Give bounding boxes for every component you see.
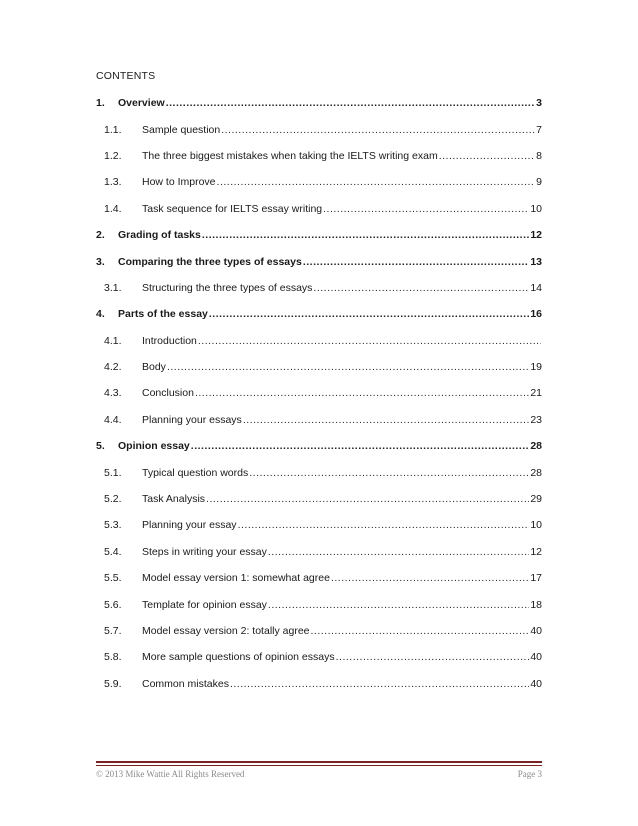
toc-subsection-entry[interactable] (96, 539, 542, 565)
toc-entry-number: 5.2. (104, 493, 122, 506)
toc-dot-leader (313, 282, 529, 294)
toc-entry-page: 40 (530, 651, 542, 664)
toc-entry-title: Grading of tasks (118, 229, 201, 242)
toc-dot-leader (238, 519, 530, 531)
toc-entry-page: 9 (536, 176, 542, 189)
toc-subsection-entry[interactable] (96, 591, 542, 617)
toc-entry-title: Structuring the three types of essays (142, 281, 313, 294)
toc-subsection-entry[interactable] (96, 512, 542, 538)
toc-entry-page: 7 (536, 123, 542, 136)
toc-entry-number: 5.6. (104, 598, 122, 611)
toc-entry-number: 3.1. (104, 281, 122, 294)
toc-entry-number: 5.9. (104, 677, 122, 690)
footer-page-number: Page 3 (517, 769, 542, 779)
toc-entry-page: 16 (530, 308, 542, 321)
toc-dot-leader (311, 625, 530, 637)
toc-subsection-entry[interactable] (96, 486, 542, 512)
toc-entry-number: 5.1. (104, 466, 122, 479)
toc-entry-title: How to Improve (142, 176, 216, 189)
toc-entry-number: 5. (96, 440, 105, 453)
toc-entry-number: 4.2. (104, 361, 122, 374)
toc-dot-leader (230, 678, 529, 690)
footer-rule (96, 761, 542, 763)
toc-subsection-entry[interactable] (96, 618, 542, 644)
toc-section-entry[interactable] (96, 248, 542, 274)
toc-entry-page: 17 (530, 572, 542, 585)
toc-section-entry[interactable] (96, 222, 542, 248)
toc-entry-page: 13 (530, 255, 542, 268)
toc-entry-page: 18 (530, 598, 542, 611)
toc-entry-title: Planning your essays (142, 413, 242, 426)
toc-subsection-entry[interactable] (96, 565, 542, 591)
toc-section-entry[interactable] (96, 90, 542, 116)
toc-entry-title: Typical question words (142, 466, 249, 479)
toc-dot-leader (209, 308, 529, 320)
toc-entry-page: 14 (530, 281, 542, 294)
toc-dot-leader (323, 203, 529, 215)
toc-entry-number: 1.2. (104, 149, 122, 162)
toc-subsection-entry[interactable] (96, 116, 542, 142)
toc-dot-leader (167, 361, 529, 373)
toc-entry-page: 12 (530, 545, 542, 558)
toc-heading: CONTENTS (96, 70, 156, 82)
toc-entry-title: Conclusion (142, 387, 194, 400)
toc-entry-page: 21 (530, 387, 542, 400)
toc-entry-title: Task sequence for IELTS essay writing (142, 202, 323, 215)
toc-subsection-entry[interactable] (96, 644, 542, 670)
toc-section-entry[interactable] (96, 433, 542, 459)
toc-entry-page: 8 (536, 149, 542, 162)
toc-entry-title: Comparing the three types of essays (118, 255, 302, 268)
toc-entry-title: Planning your essay (142, 519, 237, 532)
toc-entry-title: Common mistakes (142, 677, 229, 690)
toc-entry-number: 5.5. (104, 572, 122, 585)
toc-dot-leader (243, 414, 530, 426)
toc-entry-page: 28 (530, 466, 542, 479)
toc-dot-leader (217, 176, 536, 188)
toc-entry-number: 4.1. (104, 334, 122, 347)
toc-dot-leader (191, 440, 530, 452)
toc-entry-number: 1.3. (104, 176, 122, 189)
toc-entry-number: 1.4. (104, 202, 122, 215)
toc-entry-number: 5.7. (104, 625, 122, 637)
toc-entry-number: 4.3. (104, 387, 122, 400)
toc-subsection-entry[interactable] (96, 169, 542, 195)
toc-entry-title: Model essay version 2: totally agree (142, 625, 310, 637)
toc-entry-page: 10 (530, 519, 542, 532)
toc-dot-leader (206, 493, 529, 505)
toc-entry-number: 1. (96, 97, 105, 110)
toc-entry-title: Opinion essay (118, 440, 190, 453)
toc-entry-page: 29 (530, 493, 542, 506)
toc-dot-leader (439, 150, 535, 162)
toc-entry-page: 40 (530, 625, 542, 637)
toc-dot-leader (303, 256, 530, 268)
toc-entry-title: Body (142, 361, 166, 374)
toc-dot-leader (221, 124, 535, 136)
toc-entry-title: More sample questions of opinion essays (142, 651, 335, 664)
toc-entry-title: Introduction (142, 334, 197, 347)
footer-copyright: © 2013 Mike Wattie All Rights Reserved (96, 769, 245, 779)
toc-subsection-entry[interactable] (96, 143, 542, 169)
toc-entry-page: 12 (530, 229, 542, 242)
toc-section-entry[interactable] (96, 301, 542, 327)
toc-entry-page: 40 (530, 677, 542, 690)
toc-dot-leader (336, 651, 530, 663)
toc-dot-leader (331, 572, 529, 584)
toc-subsection-entry[interactable] (96, 380, 542, 406)
toc-subsection-entry[interactable] (96, 407, 542, 433)
toc-entry-page: 19 (530, 361, 542, 374)
toc-dot-leader (198, 335, 541, 347)
toc-dot-leader (268, 546, 529, 558)
toc-entry-number: 2. (96, 229, 105, 242)
toc-entry-page: 28 (530, 440, 542, 453)
toc-entry-number: 5.8. (104, 651, 122, 664)
toc-entry-number: 4.4. (104, 413, 122, 426)
toc-entry-title: The three biggest mistakes when taking the IELTS writing exam (142, 149, 438, 162)
footer-rule-thin (96, 765, 542, 766)
toc-entry-number: 4. (96, 308, 105, 321)
toc-subsection-entry[interactable] (96, 196, 542, 222)
toc-entry-title: Model essay version 1: somewhat agree (142, 572, 330, 585)
table-of-contents (96, 90, 542, 697)
toc-dot-leader (166, 97, 535, 109)
toc-subsection-entry[interactable] (96, 671, 542, 697)
toc-entry-title: Parts of the essay (118, 308, 208, 321)
toc-entry-title: Steps in writing your essay (142, 545, 267, 558)
toc-subsection-entry[interactable] (96, 354, 542, 380)
toc-entry-number: 5.4. (104, 545, 122, 558)
toc-dot-leader (268, 599, 529, 611)
toc-subsection-entry[interactable] (96, 459, 542, 485)
toc-entry-number: 1.1. (104, 123, 122, 136)
toc-entry-page: 10 (530, 202, 542, 215)
toc-subsection-entry[interactable] (96, 328, 542, 354)
toc-entry-number: 5.3. (104, 519, 122, 532)
toc-entry-title: Sample question (142, 123, 221, 136)
toc-dot-leader (249, 467, 529, 479)
toc-dot-leader (195, 387, 529, 399)
toc-dot-leader (202, 229, 529, 241)
toc-entry-title: Task Analysis (142, 493, 206, 506)
toc-entry-page: 3 (536, 97, 542, 110)
toc-entry-title: Template for opinion essay (142, 598, 267, 611)
toc-entry-number: 3. (96, 255, 105, 268)
toc-subsection-entry[interactable] (96, 275, 542, 301)
toc-entry-title: Overview (118, 97, 165, 110)
toc-entry-page: 23 (530, 413, 542, 426)
